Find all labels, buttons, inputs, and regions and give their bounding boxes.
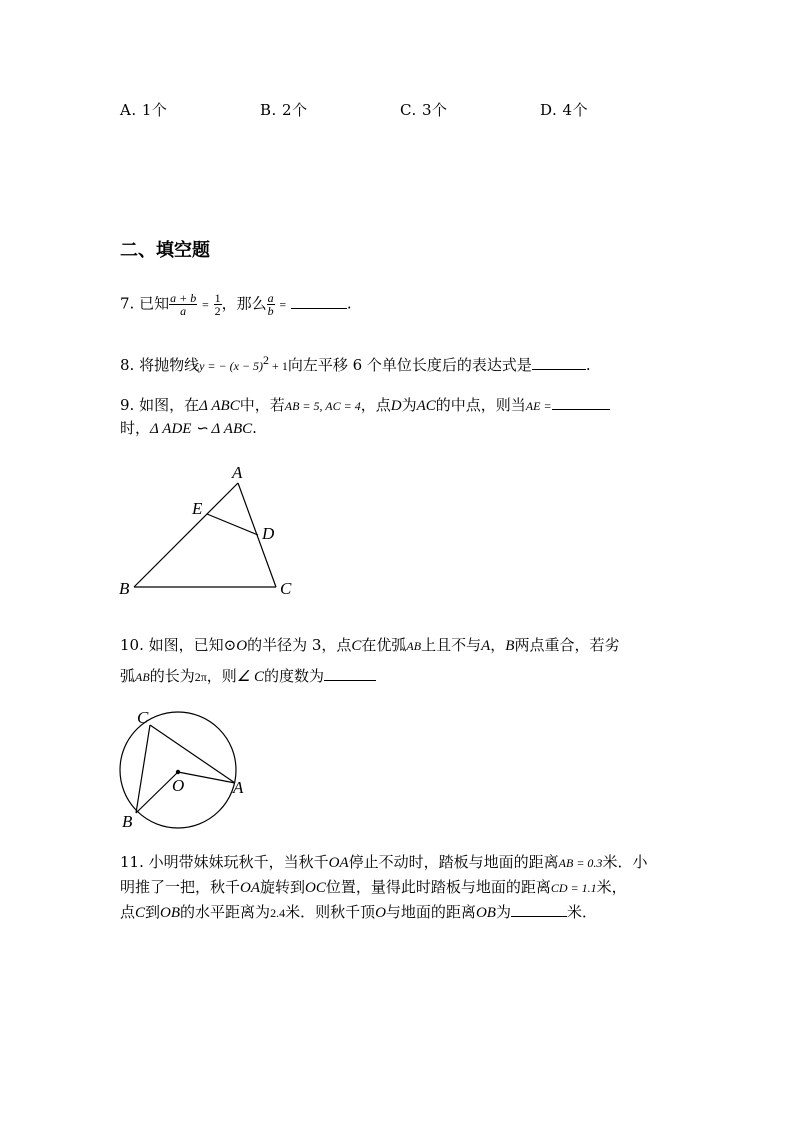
point-label: O — [375, 905, 386, 921]
point-label: C — [135, 905, 146, 921]
question-text: 的长为 — [149, 667, 195, 685]
point-label: C — [351, 638, 362, 654]
triangle-figure — [110, 458, 310, 603]
parabola-expression: y = − (x − 5) — [199, 359, 264, 373]
question-9 — [120, 395, 610, 416]
exponent: 2 — [263, 353, 270, 367]
vertex-label-d: D — [262, 524, 275, 543]
arc-label: AB — [135, 670, 150, 684]
point-label: B — [505, 638, 515, 654]
question-text: 如图，在 — [139, 396, 200, 414]
circle-figure — [110, 705, 260, 835]
fraction-one-half — [214, 292, 222, 317]
question-text: 停止不动时，踏板与地面的距离 — [348, 853, 559, 871]
segment-label: AE = — [525, 399, 552, 413]
answer-blank — [291, 294, 347, 309]
point-label-c: C — [137, 708, 149, 727]
fraction-a-over-b — [267, 292, 275, 317]
question-text: 到 — [145, 903, 161, 921]
measurement: AB = 0.3 — [558, 856, 603, 870]
question-number: 8. — [120, 356, 135, 374]
period: . — [585, 356, 591, 374]
point-label: A — [481, 638, 491, 654]
parabola-expression-tail: + 1 — [269, 359, 288, 373]
question-text: 米． — [566, 903, 597, 921]
measurement: 2.4 — [270, 906, 286, 920]
option-c: C. 3个 — [400, 101, 448, 119]
fraction-a-plus-b-over-a — [169, 292, 197, 317]
question-text: 在优弧 — [361, 636, 407, 654]
question-10-line-2 — [120, 666, 376, 687]
side-ab — [134, 483, 238, 587]
question-text: 的半径为 3，点 — [247, 636, 352, 654]
period: . — [252, 419, 257, 437]
option-d: D. 4个 — [540, 101, 589, 119]
point-label-b: B — [122, 812, 133, 831]
answer-blank — [532, 355, 586, 370]
question-number: 9. — [120, 396, 135, 414]
chord-cb — [136, 725, 150, 813]
vertex-label-b: B — [119, 579, 130, 598]
question-number: 10. — [120, 636, 144, 654]
similarity-statement: Δ ADE ∽ Δ ABC — [150, 421, 253, 437]
segment-label: OC — [305, 880, 326, 896]
fraction-denominator: 2 — [214, 304, 221, 318]
question-text: 旋转到 — [260, 878, 306, 896]
answer-blank — [511, 902, 567, 917]
segment-label: OB — [475, 905, 496, 921]
arc-length: 2π — [194, 670, 207, 684]
question-text: 将抛物线 — [139, 356, 200, 374]
angle-label: ∠ C — [236, 669, 264, 685]
question-11-line-2 — [120, 877, 627, 898]
segment-label: OA — [328, 855, 349, 871]
answer-blank — [552, 395, 610, 410]
segment-label: AC — [416, 398, 436, 414]
point-label-a: A — [233, 778, 244, 797]
question-text: 位置，量得此时踏板与地面的距离 — [325, 878, 551, 896]
fraction-numerator: a + b — [170, 291, 197, 305]
question-text: 的水平距离为 — [180, 903, 271, 921]
question-text: 向左平移 6 个单位长度后的表达式是 — [287, 356, 532, 374]
question-text: 为 — [401, 396, 417, 414]
equals-sign: = — [279, 297, 287, 312]
arc-label: AB — [406, 639, 422, 653]
question-text: 如图，已知 — [148, 636, 224, 654]
question-9-line-2 — [120, 418, 257, 439]
point-label-o: O — [172, 776, 185, 795]
question-text: 与地面的距离 — [385, 903, 476, 921]
question-text: 小明带妹妹玩秋千，当秋千 — [148, 853, 329, 871]
question-8 — [120, 350, 591, 376]
question-text: 已知 — [139, 294, 170, 313]
vertex-label-a: A — [232, 463, 243, 482]
segment-label: OB — [160, 905, 181, 921]
vertex-label-c: C — [280, 579, 292, 598]
option-a: A. 1个 — [120, 101, 168, 119]
question-text: 弧 — [120, 667, 136, 685]
question-text: 的中点，则当 — [435, 396, 526, 414]
question-text: 上且不与 — [421, 636, 482, 654]
question-11 — [120, 852, 647, 873]
center-point — [176, 770, 180, 774]
question-text: 明推了一把，秋千 — [120, 878, 241, 896]
point-label: O — [236, 638, 248, 654]
question-text: 的度数为 — [263, 667, 324, 685]
vertex-label-e: E — [192, 499, 203, 518]
fraction-denominator: b — [267, 304, 274, 318]
question-10 — [120, 635, 619, 656]
condition: AB = 5, AC = 4 — [284, 399, 361, 413]
question-text: 点 — [120, 903, 136, 921]
option-b: B. 2个 — [260, 101, 308, 119]
measurement: CD = 1.1 — [550, 881, 597, 895]
question-text: 米．小 — [602, 853, 648, 871]
question-text: 为 — [495, 903, 511, 921]
answer-blank — [324, 666, 376, 681]
punctuation: ， — [490, 636, 506, 654]
question-number: 11. — [120, 853, 144, 871]
question-7 — [120, 292, 352, 317]
question-text: 米．则秋千顶 — [285, 903, 376, 921]
triangle-name: Δ ABC — [199, 398, 240, 414]
equals-sign: = — [202, 297, 209, 312]
fraction-numerator: a — [267, 291, 274, 305]
question-text: 两点重合，若劣 — [514, 636, 620, 654]
question-text: 中，若 — [239, 396, 285, 414]
question-text: ，则 — [206, 667, 237, 685]
circle-symbol-icon: ⊙ — [223, 636, 237, 654]
question-text: ，点 — [360, 396, 391, 414]
segment-label: OA — [240, 880, 261, 896]
section-title: 二、填空题 — [120, 240, 210, 261]
period: . — [346, 294, 352, 313]
question-text: ，那么 — [221, 294, 267, 313]
fraction-numerator: 1 — [214, 291, 221, 305]
fraction-denominator: a — [180, 304, 187, 318]
point-label: D — [390, 398, 402, 414]
question-11-line-3 — [120, 902, 597, 923]
question-text: 米， — [596, 878, 627, 896]
question-text: 时， — [120, 419, 151, 437]
question-number: 7. — [120, 294, 135, 313]
